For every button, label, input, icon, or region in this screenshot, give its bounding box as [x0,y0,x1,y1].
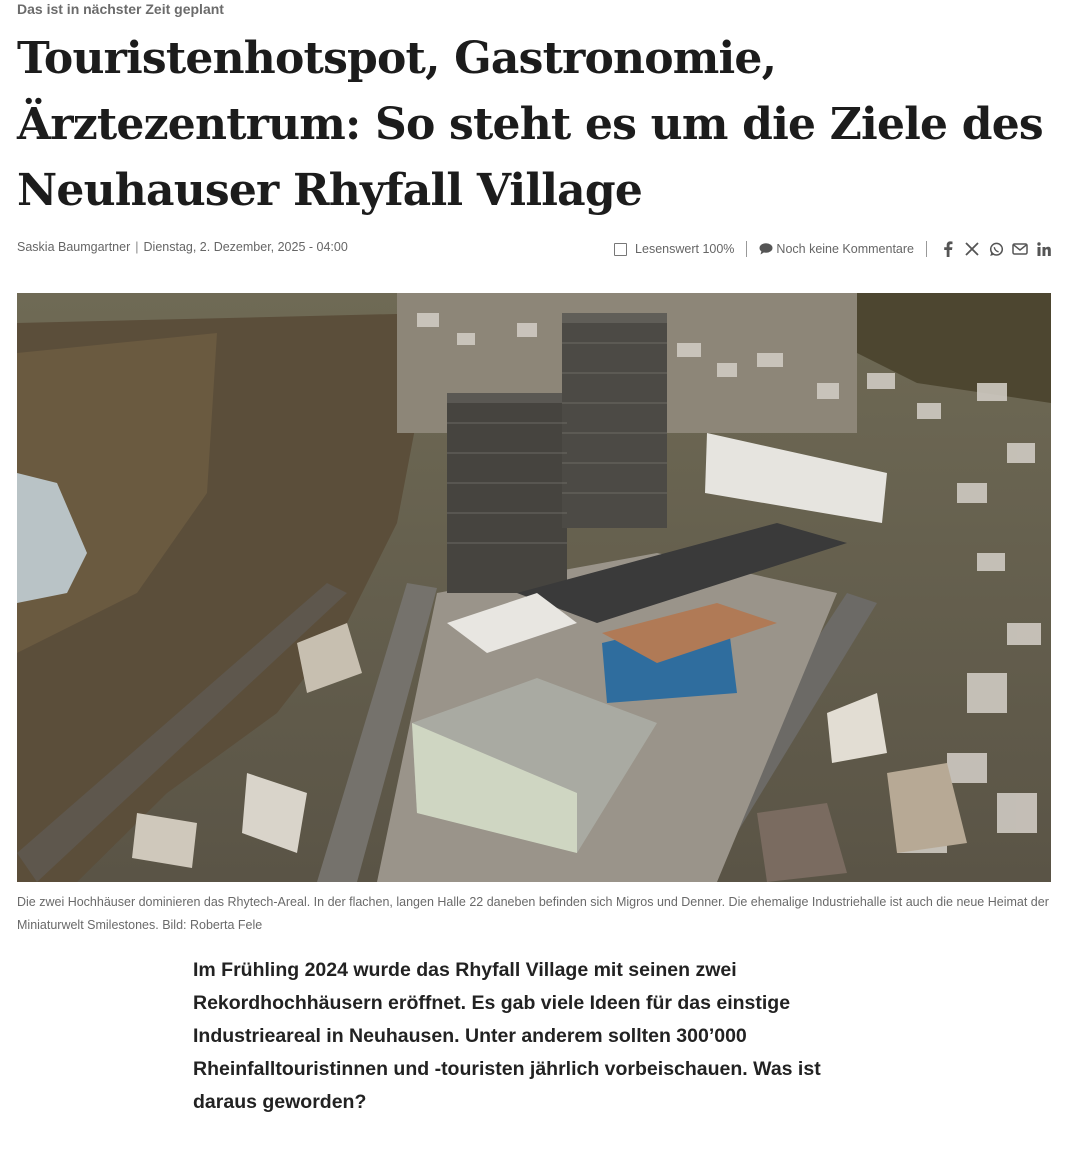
x-icon[interactable] [963,240,981,258]
author-name[interactable]: Saskia Baumgartner [17,240,131,254]
whatsapp-icon[interactable] [987,240,1005,258]
meta-divider [746,241,747,257]
article-kicker: Das ist in nächster Zeit geplant [17,1,224,17]
facebook-icon[interactable] [939,240,957,258]
linkedin-icon[interactable] [1035,240,1053,258]
publish-date: Dienstag, 2. Dezember, 2025 - 04:00 [143,240,348,254]
article-lead: Im Frühling 2024 wurde das Rhyfall Village mit seinen zwei Rekordhochhäusern eröffnet. Es gab viele Ideen für das einstige Industrieareal in Neuhausen. Unter anderem sollten 300’000 Rheinfalltouristinnen und -touristen jährlich vorbeischauen. Was ist daraus geworden? [193,959,821,1113]
article-meta [17,240,1053,258]
lesenswert-checkbox[interactable] [614,243,627,256]
meta-divider [926,241,927,257]
mail-icon[interactable] [1011,240,1029,258]
meta-separator: | [135,240,139,254]
image-caption: Die zwei Hochhäuser dominieren das Rhytech-Areal. In der flachen, langen Halle 22 daneben befinden sich Migros und Denner. Die ehemalige Industriehalle ist auch die neue Heimat der Miniaturwelt Smilestones. Bild: Roberta Fele [17,895,1049,932]
lesenswert-label: Lesenswert 100% [635,242,735,256]
comment-icon[interactable] [759,243,773,255]
share-bar [939,240,1053,258]
article-hero-image[interactable] [17,293,1051,882]
comments-link[interactable]: Noch keine Kommentare [776,242,914,256]
article-headline: Touristenhotspot, Gastronomie, Ärztezentrum: So steht es um die Ziele des Neuhauser Rhyfall Village [17,33,1043,216]
